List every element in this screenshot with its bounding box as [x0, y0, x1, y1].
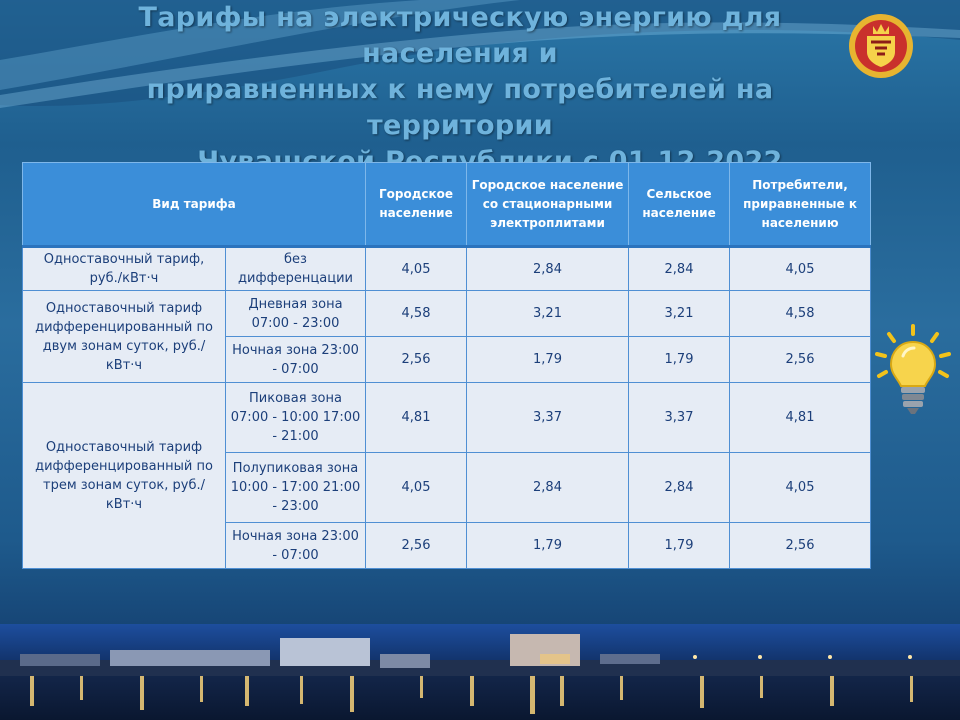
- value-city-stove: 3,37: [467, 383, 629, 453]
- value-rural: 2,84: [629, 453, 730, 523]
- value-city-stove: 2,84: [467, 247, 629, 291]
- zone-cell: без дифференцации: [226, 247, 366, 291]
- value-equated: 2,56: [730, 523, 871, 569]
- value-city: 4,58: [366, 291, 467, 337]
- value-city-stove: 3,21: [467, 291, 629, 337]
- value-city-stove: 2,84: [467, 453, 629, 523]
- zone-cell: Ночная зона 23:00 - 07:00: [226, 337, 366, 383]
- value-equated: 4,05: [730, 453, 871, 523]
- chuvash-coat-of-arms-icon: [847, 12, 915, 80]
- tariff-table: [22, 162, 871, 569]
- value-equated: 4,58: [730, 291, 871, 337]
- value-rural: 3,37: [629, 383, 730, 453]
- page-title: [60, 0, 860, 180]
- value-city: 4,05: [366, 247, 467, 291]
- value-rural: 3,21: [629, 291, 730, 337]
- value-city: 4,81: [366, 383, 467, 453]
- city-panorama-decoration: [0, 624, 960, 720]
- value-rural: 1,79: [629, 523, 730, 569]
- header-city: Городское население: [366, 163, 467, 247]
- title-line-2: приравненных к нему потребителей на территории: [146, 74, 774, 141]
- zone-cell: Пиковая зона 07:00 - 10:00 17:00 - 21:00: [226, 383, 366, 453]
- table-row: [23, 383, 871, 453]
- value-equated: 2,56: [730, 337, 871, 383]
- value-equated: 4,05: [730, 247, 871, 291]
- zone-cell: Ночная зона 23:00 - 07:00: [226, 523, 366, 569]
- header-tariff-type: Вид тарифа: [23, 163, 366, 247]
- group-name: Одноставочный тариф дифференцированный по двум зонам суток, руб./кВт·ч: [23, 291, 226, 383]
- table-row: [23, 247, 871, 291]
- value-city: 2,56: [366, 337, 467, 383]
- header-city-stove: Городское население со стационарными электроплитами: [467, 163, 629, 247]
- header-rural: Сельское население: [629, 163, 730, 247]
- light-bulb-icon: [873, 322, 953, 417]
- table-header-row: [23, 163, 871, 247]
- group-name: Одноставочный тариф, руб./кВт·ч: [23, 247, 226, 291]
- value-city: 4,05: [366, 453, 467, 523]
- value-city-stove: 1,79: [467, 523, 629, 569]
- zone-cell: Полупиковая зона 10:00 - 17:00 21:00 - 23:00: [226, 453, 366, 523]
- table-row: [23, 291, 871, 337]
- value-city: 2,56: [366, 523, 467, 569]
- zone-cell: Дневная зона 07:00 - 23:00: [226, 291, 366, 337]
- group-name: Одноставочный тариф дифференцированный по трем зонам суток, руб./кВт·ч: [23, 383, 226, 569]
- value-rural: 1,79: [629, 337, 730, 383]
- title-line-1: Тарифы на электрическую энергию для населения и: [138, 2, 782, 69]
- value-equated: 4,81: [730, 383, 871, 453]
- value-city-stove: 1,79: [467, 337, 629, 383]
- header-equated: Потребители, приравненные к населению: [730, 163, 871, 247]
- value-rural: 2,84: [629, 247, 730, 291]
